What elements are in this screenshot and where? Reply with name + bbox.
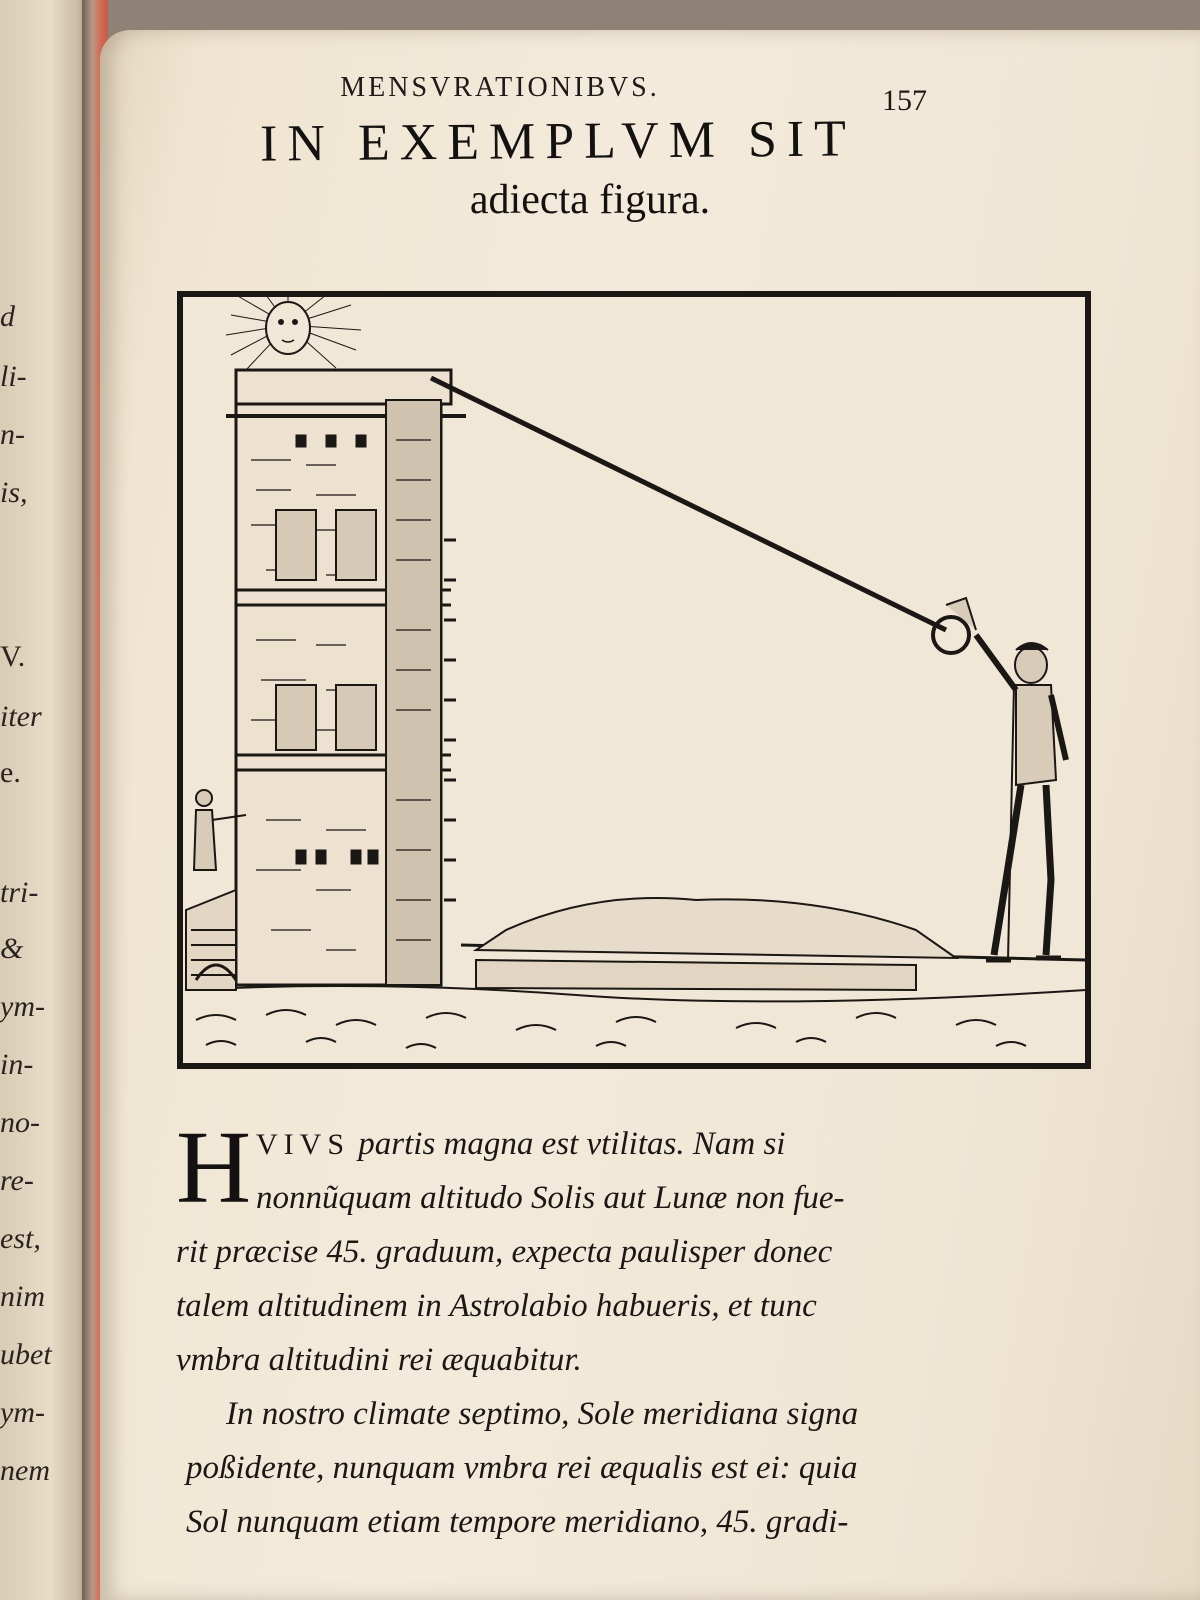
facing-text-fragment: & (0, 932, 24, 965)
facing-text-fragment: li- (0, 360, 27, 393)
facing-text-fragment: d (0, 300, 15, 333)
facing-text-fragment: ym- (0, 990, 45, 1023)
facing-text-fragment: e. (0, 756, 21, 789)
facing-text-fragment: ubet (0, 1338, 52, 1371)
section-title: IN EXEMPLVM SIT (259, 110, 857, 173)
facing-text-fragment: is, (0, 476, 28, 509)
first-word: VIVS (256, 1128, 351, 1161)
body-line: nonnũquam altitudo Solis aut Lunæ non fue- (256, 1180, 845, 1216)
facing-text-fragment: re- (0, 1164, 34, 1197)
running-head: MENSVRATIONIBVS. (340, 72, 660, 103)
body-line: In nostro climate septimo, Sole meridiana signa (226, 1396, 859, 1432)
section-subtitle: adiecta figura. (469, 177, 711, 223)
woodcut-illustration (176, 290, 1092, 1082)
body-line: talem altitudinem in Astrolabio habueris, et tunc (176, 1288, 817, 1324)
body-line: vmbra altitudini rei æquabitur. (176, 1342, 582, 1378)
body-line: poßidente, nunquam vmbra rei æqualis est ei: quia (186, 1450, 858, 1486)
body-line (256, 1126, 785, 1163)
facing-text-fragment: tri- (0, 876, 39, 909)
facing-text-fragment: est, (0, 1222, 41, 1255)
body-line: Sol nunquam etiam tempore meridiano, 45. gradi- (186, 1504, 849, 1540)
body-line-text: partis magna est vtilitas. Nam si (358, 1126, 786, 1162)
page-number: 157 (882, 84, 927, 117)
facing-text-fragment: V. (0, 640, 26, 673)
facing-text-fragment: in- (0, 1048, 34, 1081)
facing-text-fragment: ym- (0, 1396, 45, 1429)
facing-text-fragment: nem (0, 1454, 50, 1487)
drop-cap: H (176, 1110, 252, 1225)
facing-text-fragment: no- (0, 1106, 40, 1139)
body-line: rit præcise 45. graduum, expecta paulisper donec (176, 1234, 833, 1270)
tower (226, 370, 466, 985)
facing-text-fragment: iter (0, 700, 42, 733)
facing-text-fragment: n- (0, 418, 25, 451)
facing-page-edge (0, 0, 92, 1600)
facing-text-fragment: nim (0, 1280, 45, 1313)
